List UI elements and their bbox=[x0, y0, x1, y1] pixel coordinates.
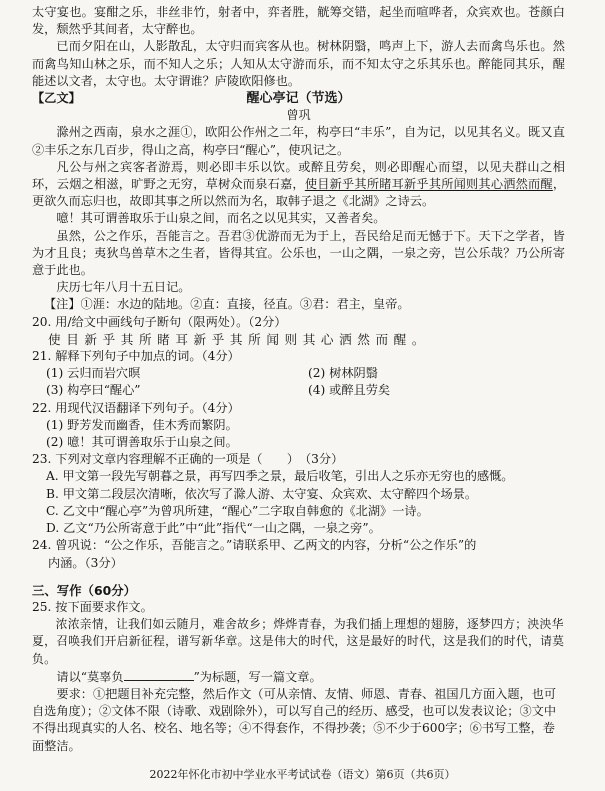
question-21-stem: 21. 解释下列句子中加点的词。（4分） bbox=[32, 349, 240, 364]
yiwen-paragraph-2-end: ，更欲久而忘归也，故即其事之所以然而为名，取韩子退之《北湖》之诗云。 bbox=[32, 177, 566, 209]
title-blank bbox=[124, 668, 194, 681]
writing-section-heading: 三、写作（60分） bbox=[32, 582, 136, 598]
question-23-option-b: B. 甲文第二段层次清晰，依次写了滁人游、太守宴、众宾欢、太守醉四个场景。 bbox=[46, 486, 478, 501]
page-footer: 2022年怀化市初中学业水平考试试卷（语文）第6页（共6页） bbox=[149, 767, 456, 781]
yiwen-paragraph-3: 噫！其可谓善取乐于山泉之间，而名之以见其实，又善者矣。 bbox=[56, 211, 386, 226]
jiawen-tail-paragraph-1: 太守宴也。宴酣之乐，非丝非竹，射者中，弈者胜，觥筹交错，起坐而喧哗者，众宾欢也。苍颜白发，颓然乎其间者，太守醉也。 bbox=[32, 5, 565, 37]
question-21-item: (1) 云归而岩穴暝 bbox=[46, 366, 141, 381]
question-22-item: (2) 噫！其可谓善取乐于山泉之间。 bbox=[46, 435, 238, 450]
question-22-stem: 22. 用现代汉语翻译下列句子。（4分） bbox=[32, 400, 240, 415]
question-23-stem: 23. 下列对文章内容理解不正确的一项是（ ） （3分） bbox=[32, 452, 344, 467]
writing-prompt: 浓浓亲情，让我们如云随月，难舍故乡；烨烨青春，为我们插上理想的翅膀，逐梦四方；泱泱华夏，召唤我们开启新征程，谱写新华章。这是伟大的时代，这是最好的时代，这是我们的时代，请莫负。 bbox=[32, 617, 565, 666]
yiwen-author: 曾巩 bbox=[286, 108, 311, 123]
question-23-option-a: A. 甲文第一段先写朝暮之景，再写四季之景，最后收笔，引出人之乐亦无穷也的感慨。 bbox=[46, 469, 514, 484]
yiwen-annotation: 【注】①涯：水边的陆地。②直：直接，径直。③君：君主，皇帝。 bbox=[44, 297, 410, 312]
yiwen-header bbox=[32, 90, 565, 107]
question-24-line-1: 24. 曾巩说：“公之作乐，吾能言之。”请联系甲、乙两文的内容，分析“公之作乐”的 bbox=[32, 538, 477, 553]
question-24-line-2: 内涵。（3分） bbox=[48, 555, 123, 570]
question-21-items bbox=[32, 365, 565, 399]
yiwen-paragraph-2-start: 凡公与州之宾客者游焉，则必即丰乐以饮。或醉且劳矣，则必即醒心而望，以见夫群山之相环，云烟之相滋，旷野之无穷，草树众而泉石嘉， bbox=[32, 159, 565, 192]
question-20-stem: 20. 用/给文中画线句子断句（限两处）。（2分） bbox=[32, 314, 287, 329]
yiwen-paragraph-4: 虽然，公之作乐，吾能言之。吾君③优游而无为于上，吾民给足而无憾于下。天下之学者，皆为才且良；夷狄鸟兽草木之生者，皆得其宜。公乐也，一山之隅，一泉之旁，岂公乐哉？乃公所寄意于此也。 bbox=[32, 228, 565, 278]
question-20-sentence: 使目新乎其所睹耳新乎其所闻则其心洒然而醒。 bbox=[48, 331, 431, 347]
yiwen-date: 庆历七年八月十五日记。 bbox=[56, 280, 191, 295]
writing-title-instruction bbox=[32, 668, 565, 686]
question-25-stem: 25. 按下面要求作文。 bbox=[32, 599, 153, 614]
jiawen-tail-paragraph-2: 已而夕阳在山，人影散乱，太守归而宾客从也。树林阴翳，鸣声上下，游人去而禽鸟乐也。然而禽鸟知山林之乐，而不知人之乐；人知从太守游而乐，而不知太守之乐其乐也。醉能同其乐，醒能述以文者，太守也。太守谓谁？庐陵欧阳修也。 bbox=[32, 39, 565, 88]
question-21-item: (3) 构亭曰“醒心” bbox=[46, 383, 141, 398]
underlined-sentence: 使目新乎其所睹耳新乎其所闻则其心洒然而醒 bbox=[304, 177, 553, 192]
yiwen-title: 醒心亭记（节选） bbox=[246, 91, 351, 107]
question-21-item: (4) 或醉且劳矣 bbox=[308, 383, 391, 398]
yiwen-label: 【乙文】 bbox=[32, 91, 81, 106]
question-22-item: (1) 野芳发而幽香，佳木秀而繁阴。 bbox=[46, 417, 238, 432]
yiwen-paragraph-1: 滁州之西南，泉水之涯①，欧阳公作州之二年，构亭曰“丰乐”，自为记，以见其名义。既又直②丰乐之东几百步，得山之高，构亭曰“醒心”，使巩记之。 bbox=[32, 125, 565, 157]
writing-requirements: 要求：①把题目补充完整，然后作文（可从亲情、友情、师恩、青春、祖国几方面入题，也可自选角度）；②文体不限（诗歌、戏剧除外），可以写自己的经历、感受，也可以发表议论；③文中不得出现真实的人名、校名、地名等；④不得套作，不得抄袭；⑤不少于600字；⑥书写工整，卷面整洁。 bbox=[32, 686, 557, 753]
question-23-option-c: C. 乙文中“醒心亭”为曾巩所建，“醒心”二字取自韩愈的《北湖》一诗。 bbox=[46, 503, 429, 518]
title-suffix: ”为标题，写一篇文章。 bbox=[193, 669, 322, 684]
question-21-item: (2) 树林阴翳 bbox=[308, 366, 378, 381]
question-23-option-d: D. 乙文“乃公所寄意于此”中“此”指代“一山之隅，一泉之旁”。 bbox=[46, 521, 381, 536]
title-prefix: 请以“莫辜负 bbox=[56, 669, 124, 684]
yiwen-paragraph-2 bbox=[32, 159, 565, 211]
